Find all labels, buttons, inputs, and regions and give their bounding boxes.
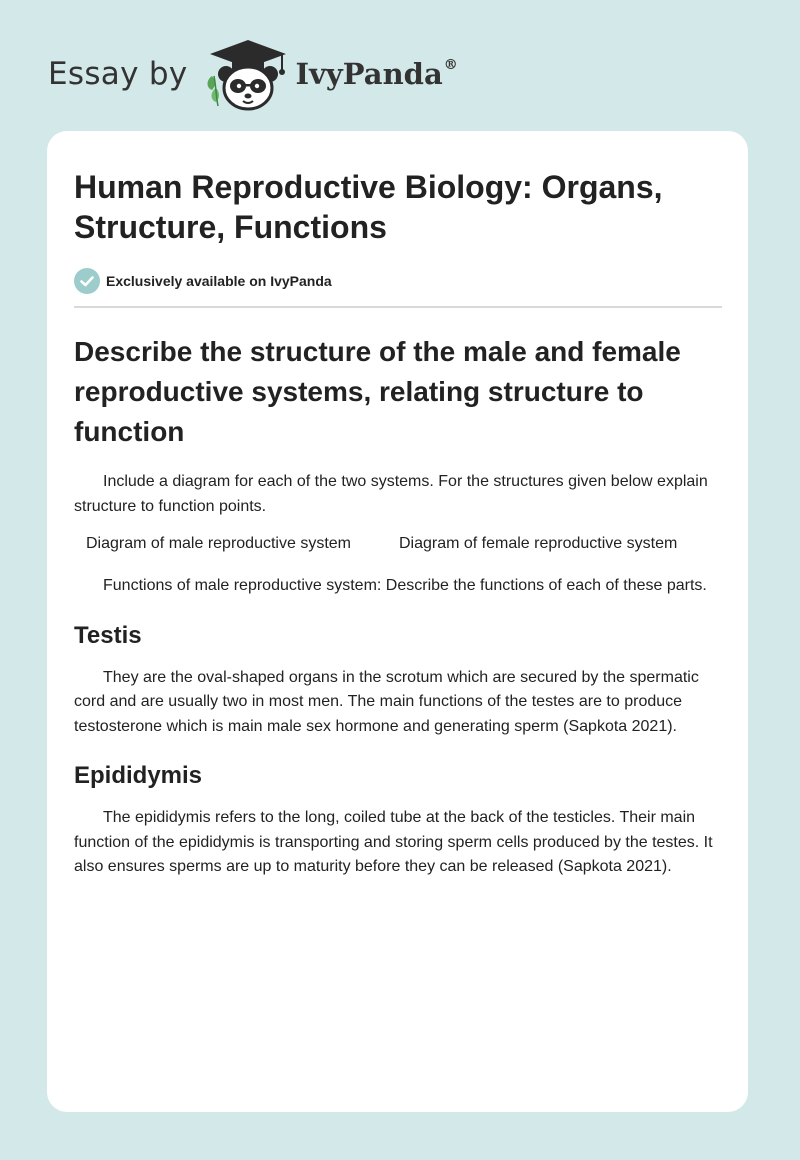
female-diagram-caption: Diagram of female reproductive system (398, 535, 678, 552)
site-header (48, 36, 458, 112)
exclusive-badge-text: Exclusively available on IvyPanda (106, 273, 332, 289)
diagram-captions (74, 532, 722, 556)
panda-graduate-logo-icon[interactable] (204, 36, 292, 112)
functions-intro-paragraph: Functions of male reproductive system: Describe the functions of each of these parts. (103, 577, 707, 594)
check-circle-icon (74, 268, 100, 294)
brand-name[interactable]: IvyPanda® (295, 56, 458, 91)
essay-card (47, 131, 748, 1112)
section-heading-testis: Testis (74, 621, 142, 649)
section-text-testis: They are the oval-shaped organs in the scrotum which are secured by the spermatic cord and are usually two in most men. The main functions of the testes are to produce testosterone which is main male sex hormone and generating sperm (Sapkota 2021). (74, 668, 699, 735)
registered-mark: ® (443, 56, 458, 73)
section-heading-epididymis: Epididymis (74, 762, 203, 789)
essay-title: Human Reproductive Biology: Organs, Structure, Functions (74, 169, 663, 245)
exclusive-badge (74, 268, 722, 294)
essay-by-label: Essay by (48, 55, 188, 92)
question-heading: Describe the structure of the male and female reproductive systems, relating structure to function (74, 336, 681, 447)
male-diagram-caption: Diagram of male reproductive system (86, 535, 351, 552)
intro-paragraph: Include a diagram for each of the two systems. For the structures given below explain structure to function points. (74, 473, 708, 515)
divider (74, 306, 722, 308)
section-text-epididymis: The epididymis refers to the long, coiled tube at the back of the testicles. Their main function of the epididymis is transporting and storing sperm cells produced by the testes. It also ensures sperms are up to maturity before they can be released (Sapkota 2021). (74, 809, 713, 875)
essay-content (74, 167, 722, 880)
